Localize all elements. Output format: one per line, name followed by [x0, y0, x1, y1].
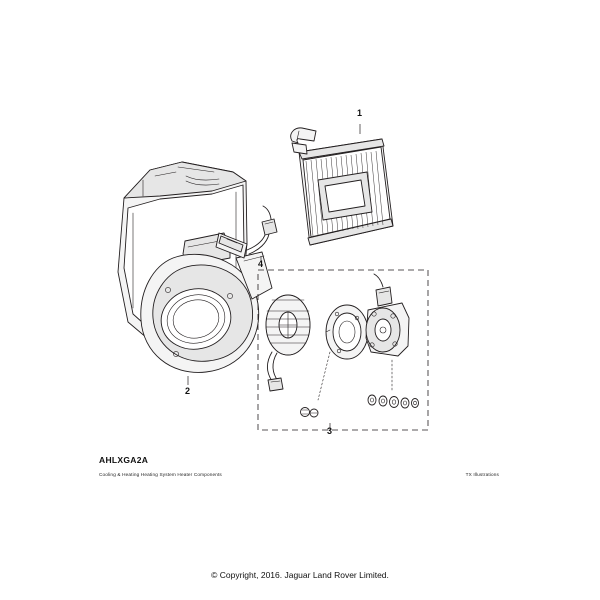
diagram-description: Cooling & Heating Heating System Heater Components	[99, 472, 222, 477]
fastener-screws	[301, 408, 319, 418]
fastener-washers	[368, 395, 419, 408]
callout-3: 3	[327, 426, 333, 436]
callout-1: 1	[357, 108, 363, 118]
callout-4: 4	[258, 259, 264, 269]
meta-row	[99, 472, 499, 478]
part-1-heater-matrix	[291, 124, 393, 245]
part-3-blower-motor-group	[258, 270, 428, 430]
diagram-meta	[99, 455, 499, 478]
blower-motor	[366, 274, 409, 356]
motor-mounting-plate	[326, 305, 368, 359]
part-code: AHLXGA2A	[99, 455, 149, 465]
part-2-heater-housing	[118, 162, 272, 385]
callout-2: 2	[185, 386, 191, 396]
fan-wheel	[266, 295, 310, 355]
illustration-credit: TX Illustrations	[465, 472, 499, 477]
copyright-notice: © Copyright, 2016. Jaguar Land Rover Limited.	[211, 570, 389, 580]
